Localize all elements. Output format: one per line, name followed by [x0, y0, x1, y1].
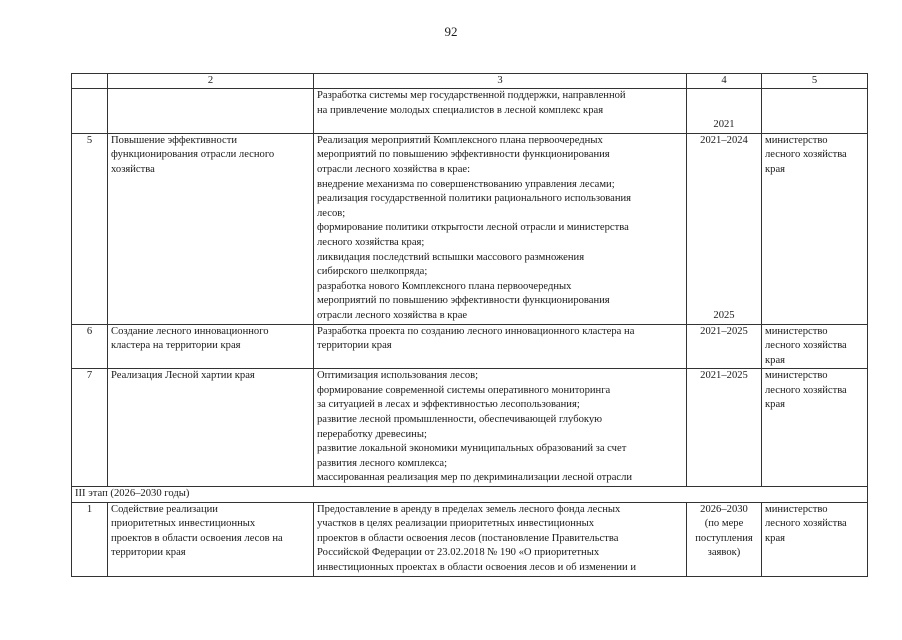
measures-table	[71, 73, 868, 577]
period-cell	[687, 502, 762, 576]
period-cell-line	[690, 192, 758, 207]
header-cell-2: 2	[108, 74, 314, 89]
period-cell-line: 2025	[713, 309, 735, 321]
measures-cell-line: ликвидация последствий вспышки массового размножения	[317, 251, 585, 263]
measures-cell	[314, 133, 687, 324]
measures-cell-line: формирование современной системы оперативного мониторинга	[317, 384, 611, 396]
responsible-cell-line: лесного хозяйства	[765, 384, 847, 396]
period-cell-line	[690, 163, 758, 178]
page-number: 92	[444, 24, 458, 39]
row-number-cell: 7	[72, 369, 108, 487]
measures-cell	[314, 502, 687, 576]
activity-name-cell	[108, 89, 314, 134]
header-cell-4: 4	[687, 74, 762, 89]
measures-cell-line: развития лесного комплекса;	[317, 457, 448, 469]
row-number-cell: 6	[72, 324, 108, 369]
measures-cell-line: Оптимизация использования лесов;	[317, 370, 479, 382]
activity-name-cell	[108, 502, 314, 576]
period-cell-line: поступления	[695, 532, 753, 544]
measures-cell-line: проектов в области освоения лесов (постановление Правительства	[317, 532, 619, 544]
stage-title: III этап (2026–2030 годы)	[72, 487, 868, 503]
measures-cell-line: внедрение механизма по совершенствованию управления лесами;	[317, 178, 615, 190]
responsible-cell-line: лесного хозяйства	[765, 518, 847, 530]
period-cell-line	[690, 251, 758, 266]
measures-cell-line: развитие лесной промышленности, обеспечивающей глубокую	[317, 414, 603, 426]
period-cell	[687, 324, 762, 369]
activity-name-cell-line: Создание лесного инновационного	[111, 325, 269, 337]
activity-name-cell-line: хозяйства	[111, 163, 155, 175]
period-cell-line	[690, 221, 758, 236]
period-cell-line: 2021–2025	[700, 370, 748, 382]
measures-cell-line: массированная реализация мер по декриминализации лесной отрасли	[317, 472, 633, 484]
measures-cell-line: Реализация мероприятий Комплексного плана первоочередных	[317, 134, 603, 146]
measures-cell-line: за ситуацией в лесах и эффективностью лесопользования;	[317, 399, 580, 411]
measures-cell-line: Разработка проекта по созданию лесного инновационного кластера на	[317, 325, 635, 337]
measures-cell	[314, 324, 687, 369]
period-cell	[687, 89, 762, 134]
period-cell-line	[690, 280, 758, 295]
period-cell-line: 2021–2025	[700, 325, 748, 337]
activity-name-cell-line: территории края	[111, 547, 186, 559]
period-cell-line	[690, 148, 758, 163]
activity-name-cell-line: Содействие реализации	[111, 503, 218, 515]
measures-cell-line: мероприятий по повышению эффективности функционирования	[317, 295, 610, 307]
responsible-cell	[762, 324, 868, 369]
responsible-cell-line: лесного хозяйства	[765, 149, 847, 161]
measures-cell	[314, 369, 687, 487]
activity-name-cell-line: проектов в области освоения лесов на	[111, 532, 283, 544]
period-cell-line: (по мере	[704, 518, 744, 530]
measures-cell-line: инвестиционных проектах в области освоения лесов и об изменении и	[317, 562, 637, 573]
period-cell-line	[690, 236, 758, 251]
measures-cell-line: лесов;	[317, 207, 346, 219]
row-number-cell	[72, 89, 108, 134]
period-cell-line: заявок)	[707, 547, 741, 559]
activity-name-cell-line: Повышение эффективности	[111, 134, 238, 146]
header-cell-5: 5	[762, 74, 868, 89]
measures-cell-line: участков в целях реализации приоритетных инвестиционных	[317, 518, 594, 530]
activity-name-cell-line: приоритетных инвестиционных	[111, 518, 256, 530]
period-cell-line	[690, 265, 758, 280]
period-cell-line	[690, 89, 758, 104]
responsible-cell	[762, 89, 868, 134]
measures-cell-line: реализация государственной политики рационального использования	[317, 193, 632, 205]
period-cell	[687, 369, 762, 487]
measures-cell-line: переработку древесины;	[317, 428, 427, 440]
period-cell	[687, 133, 762, 324]
period-cell-line	[690, 104, 758, 119]
responsible-cell-line: министерство	[765, 503, 828, 515]
measures-cell-line: Разработка системы мер государственной поддержки, направленной	[317, 90, 626, 101]
period-cell-line: 2026–2030	[700, 503, 748, 515]
header-cell-1	[72, 74, 108, 89]
activity-name-cell-line: кластера на территории края	[111, 340, 241, 352]
responsible-cell-line: края	[765, 399, 786, 411]
responsible-cell	[762, 502, 868, 576]
measures-cell-line: отрасли лесного хозяйства в крае	[317, 309, 468, 321]
table-row	[72, 369, 868, 487]
measures-cell-line: формирование политики открытости лесной отрасли и министерства	[317, 222, 629, 234]
responsible-cell	[762, 369, 868, 487]
row-number-cell: 1	[72, 502, 108, 576]
activity-name-cell-line: Реализация Лесной хартии края	[111, 370, 255, 382]
responsible-cell-line: края	[765, 163, 786, 175]
activity-name-cell	[108, 324, 314, 369]
responsible-cell	[762, 133, 868, 324]
measures-cell-line: лесного хозяйства края;	[317, 236, 425, 248]
measures-cell-line: отрасли лесного хозяйства в крае:	[317, 163, 471, 175]
table-row	[72, 133, 868, 324]
period-cell-line	[690, 294, 758, 309]
measures-cell-line: территории края	[317, 340, 392, 352]
table-header-row	[72, 74, 868, 89]
period-cell-line	[690, 207, 758, 222]
measures-cell	[314, 89, 687, 134]
period-cell-line	[690, 178, 758, 193]
measures-cell-line: развитие локальной экономики муниципальных образований за счет	[317, 443, 627, 455]
activity-name-cell-line: функционирования отрасли лесного	[111, 149, 275, 161]
responsible-cell-line: края	[765, 532, 786, 544]
header-cell-3: 3	[314, 74, 687, 89]
stage-row	[72, 487, 868, 503]
responsible-cell-line: министерство	[765, 325, 828, 337]
responsible-cell-line: края	[765, 354, 786, 366]
measures-cell-line: разработка нового Комплексного плана первоочередных	[317, 280, 572, 292]
measures-cell-line: сибирского шелкопряда;	[317, 266, 428, 278]
period-cell-line: 2021–2024	[700, 134, 748, 146]
responsible-cell-line: министерство	[765, 134, 828, 146]
measures-cell-line: Российской Федерации от 23.02.2018 № 190 «О приоритетных	[317, 547, 600, 559]
table-row	[72, 89, 868, 134]
responsible-cell-line: лесного хозяйства	[765, 340, 847, 352]
table-row	[72, 324, 868, 369]
measures-cell-line: мероприятий по повышению эффективности функционирования	[317, 149, 610, 161]
measures-cell-line: на привлечение молодых специалистов в лесной комплекс края	[317, 104, 604, 116]
activity-name-cell	[108, 369, 314, 487]
measures-cell-line: Предоставление в аренду в пределах земель лесного фонда лесных	[317, 503, 621, 515]
row-number-cell: 5	[72, 133, 108, 324]
activity-name-cell	[108, 133, 314, 324]
period-cell-line: 2021	[713, 119, 735, 131]
table-row	[72, 502, 868, 576]
responsible-cell-line: министерство	[765, 370, 828, 382]
